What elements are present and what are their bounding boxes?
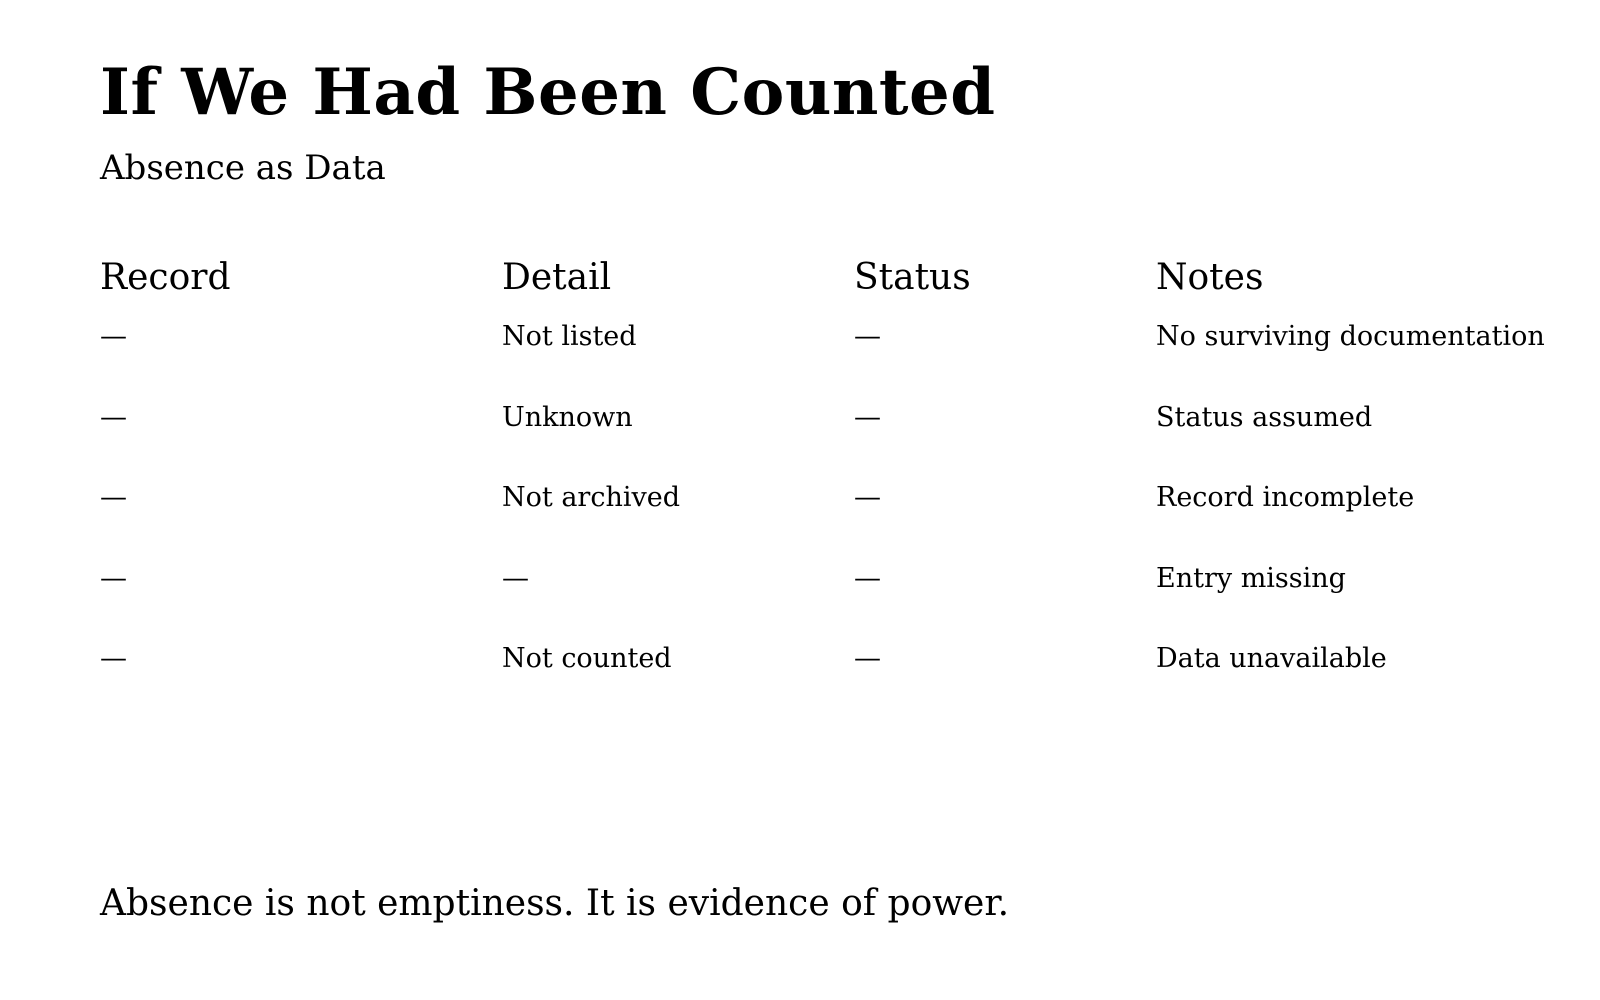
record-cell: —: [100, 643, 127, 674]
page-title: If We Had Been Counted: [100, 55, 996, 130]
column-header-detail: Detail: [502, 257, 612, 298]
record-cell: —: [100, 321, 127, 352]
closing-statement: Absence is not emptiness. It is evidence of power.: [100, 883, 1010, 924]
column-header-notes: Notes: [1156, 257, 1264, 298]
detail-cell: Not counted: [502, 643, 672, 674]
record-cell: —: [100, 482, 127, 513]
record-cell: —: [100, 401, 127, 433]
table-row: [100, 560, 1580, 641]
record-cell: —: [100, 562, 127, 594]
status-cell: —: [854, 643, 881, 674]
table-header-row: [100, 258, 1580, 318]
table-row: [100, 318, 1580, 399]
status-cell: —: [854, 562, 881, 594]
detail-cell: —: [502, 562, 529, 594]
column-header-status: Status: [854, 257, 971, 298]
detail-cell: Not listed: [502, 321, 637, 352]
detail-cell: Unknown: [502, 401, 633, 433]
document-page: [100, 0, 1580, 1000]
notes-cell: Status assumed: [1156, 401, 1373, 433]
notes-cell: Entry missing: [1156, 562, 1346, 594]
table-row: [100, 640, 1580, 721]
table-row: [100, 399, 1580, 480]
notes-cell: Data unavailable: [1156, 643, 1387, 674]
status-cell: —: [854, 482, 881, 513]
table-row: [100, 479, 1580, 560]
column-header-record: Record: [100, 257, 231, 298]
detail-cell: Not archived: [502, 482, 680, 513]
page-subtitle: Absence as Data: [100, 148, 386, 188]
notes-cell: Record incomplete: [1156, 482, 1415, 513]
status-cell: —: [854, 401, 881, 433]
records-table: [100, 258, 1580, 721]
status-cell: —: [854, 321, 881, 352]
notes-cell: No surviving documentation: [1156, 321, 1545, 352]
